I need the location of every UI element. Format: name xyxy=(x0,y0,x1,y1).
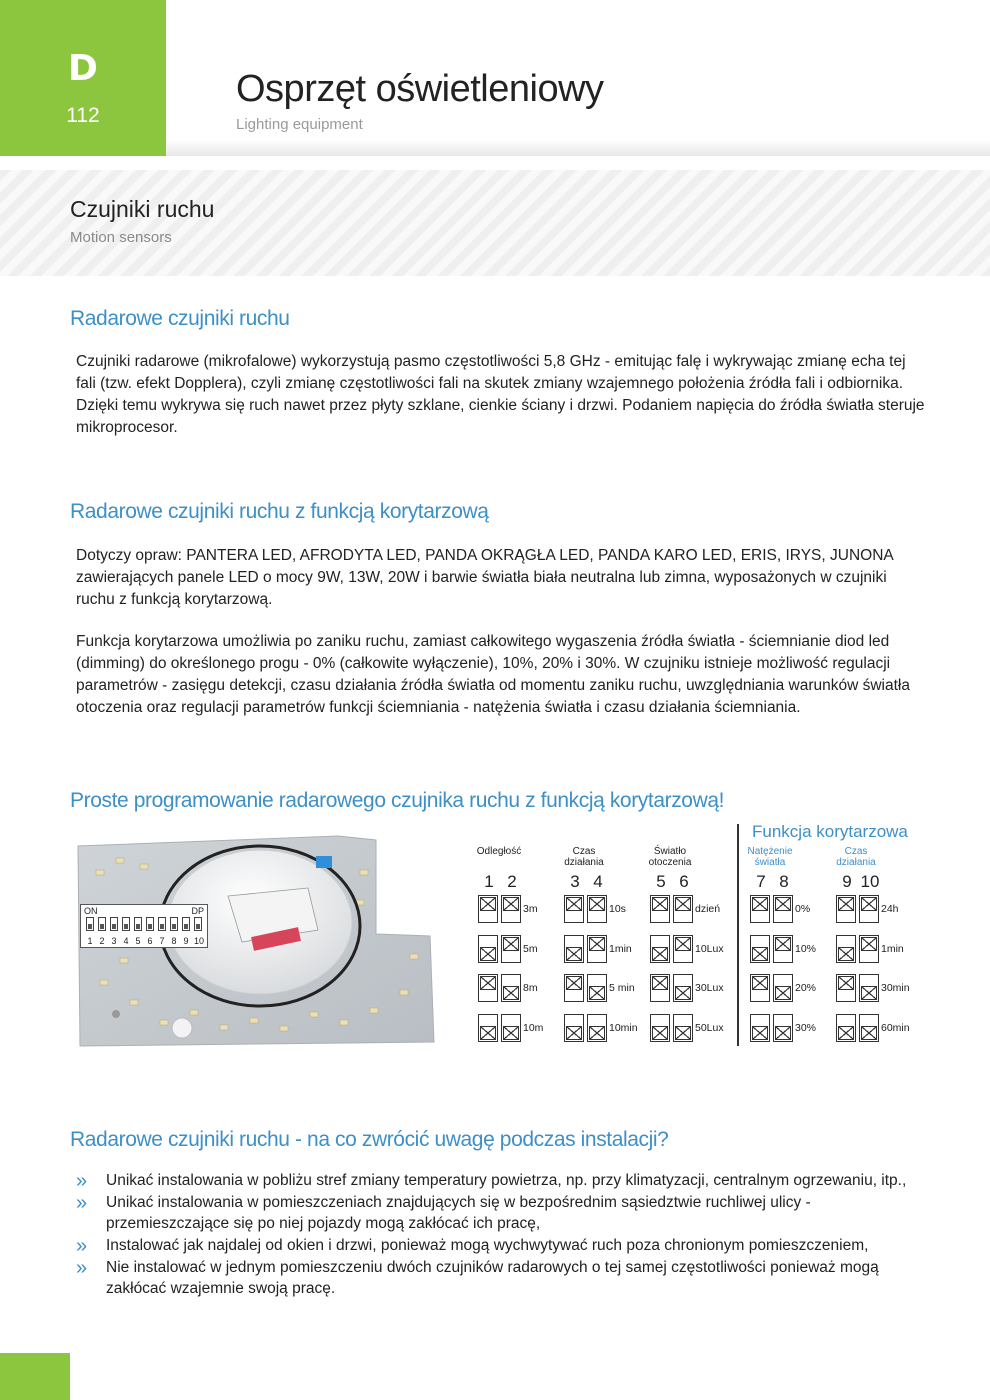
switch-number: 7 xyxy=(756,872,766,891)
chapter-tab xyxy=(0,0,166,156)
switch-position-diagram xyxy=(859,1014,879,1042)
switch-position-diagram xyxy=(564,1014,584,1042)
section-text-radar: Czujniki radarowe (mikrofalowe) wykorzystują pasmo częstotliwości 5,8 GHz - emitując falę i wykrywając zmianę echa tej fali (tzw. efekt Dopplera), czyli zmianę częstotliwości fali na skutek zmiany wzajemnego położenia źródła fali i odbiornika. Dzięki temu wykrywa się ruch nawet przez płyty szklane, cienkie ściany i drzwi. Podaniem napięcia do źródła światła steruje mikroprocesor. xyxy=(76,353,925,436)
section-text-corridor-1: Dotyczy opraw: PANTERA LED, AFRODYTA LED, PANDA OKRĄGŁA LED, PANDA KARO LED, ERIS, IRYS, JUNONA zawierających panele LED o mocy 9W, 13W, 20W i barwie światła biała neutralna lub zimna, wyposażonych w czujniki ruchu z funkcją korytarzową. xyxy=(76,547,893,608)
list-item-text: Unikać instalowania w pobliżu stref zmiany temperatury powietrza, np. przy klimatyzacji, centralnym ogrzewaniu, itp., xyxy=(106,1172,907,1189)
list-item xyxy=(76,1257,936,1299)
switch-position-diagram xyxy=(564,935,584,963)
list-item-text: Unikać instalowania w pomieszczeniach znajdujących się w bezpośrednim sąsiedztwie ruchliwej ulicy - przemieszczające się po niej pojazdy mogą zakłócać ich pracę, xyxy=(106,1194,811,1232)
setting-value: 10m xyxy=(523,1021,544,1034)
setting-value: 30% xyxy=(795,1021,817,1034)
list-item xyxy=(76,1192,936,1234)
section-heading-corridor: Radarowe czujniki ruchu z funkcją korytarzową xyxy=(70,500,489,523)
chapter-letter: D xyxy=(68,48,98,89)
corridor-function-title: Funkcja korytarzowa xyxy=(752,822,908,841)
switch-position-diagram xyxy=(650,1014,670,1042)
switch-position-diagram xyxy=(673,974,693,1002)
switch-position-diagram xyxy=(836,1014,856,1042)
setting-value: 1min xyxy=(609,942,632,955)
switch-number: 10 xyxy=(860,872,880,891)
category-band xyxy=(0,170,990,276)
switch-position-diagram xyxy=(750,974,770,1002)
dip-number: 3 xyxy=(111,936,117,946)
dip-number: 1 xyxy=(87,936,93,946)
switch-position-diagram xyxy=(501,1014,521,1042)
setting-value: 30Lux xyxy=(695,982,724,994)
switch-number: 8 xyxy=(779,872,789,891)
section-heading-radar: Radarowe czujniki ruchu xyxy=(70,307,290,330)
dip-number: 7 xyxy=(159,936,165,946)
setting-value: 1min xyxy=(881,942,904,955)
setting-value: 3m xyxy=(523,903,538,915)
switch-position-diagram xyxy=(750,935,770,963)
switch-position-diagram xyxy=(859,935,879,963)
switch-number: 9 xyxy=(842,872,852,891)
switch-position-diagram xyxy=(836,974,856,1002)
setting-value: 60min xyxy=(881,1021,910,1034)
dip-number: 8 xyxy=(171,936,177,946)
switch-position-diagram xyxy=(501,974,521,1002)
group-header: Odległość xyxy=(476,846,522,857)
dip-on-label: ON xyxy=(84,906,98,916)
setting-value: 8m xyxy=(523,982,538,994)
section-heading-installation: Radarowe czujniki ruchu - na co zwrócić uwagę podczas instalacji? xyxy=(70,1128,669,1151)
setting-value: 0% xyxy=(795,903,811,915)
switch-position-diagram xyxy=(587,935,607,963)
switch-position-diagram xyxy=(773,935,793,963)
switch-number: 1 xyxy=(484,872,494,891)
dip-switch xyxy=(170,917,178,931)
switch-number: 5 xyxy=(656,872,666,891)
grid-divider xyxy=(737,824,739,1046)
dip-number: 10 xyxy=(193,936,204,946)
switch-position-diagram xyxy=(750,1014,770,1042)
switch-position-diagram xyxy=(750,895,770,923)
switch-position-diagram xyxy=(478,1014,498,1042)
switch-position-diagram xyxy=(587,974,607,1002)
switch-position-diagram xyxy=(836,935,856,963)
switch-position-diagram xyxy=(478,935,498,963)
list-item-text: Nie instalować w jednym pomieszczeniu dwóch czujników radarowych o tej samej częstotliwości ponieważ mogą zakłócać wzajemnie swoją pracę. xyxy=(106,1259,879,1297)
switch-position-diagram xyxy=(564,895,584,923)
switch-number: 3 xyxy=(570,872,580,891)
list-item-text: Instalować jak najdalej od okien i drzwi, ponieważ mogą wychwytywać ruch poza chronionym pomieszczeniem, xyxy=(106,1237,869,1254)
setting-value: 5m xyxy=(523,942,538,955)
group-header: Natężenie światła xyxy=(747,846,793,868)
setting-value: 30min xyxy=(881,982,910,994)
switch-position-diagram xyxy=(859,895,879,923)
switch-position-diagram xyxy=(673,895,693,923)
section-heading-programming: Proste programowanie radarowego czujnika ruchu z funkcją korytarzową! xyxy=(70,789,725,812)
setting-value: 10% xyxy=(795,942,817,955)
dip-number: 5 xyxy=(135,936,141,946)
dip-dp-label: DP xyxy=(191,906,204,916)
footer-tab xyxy=(0,1353,70,1400)
switch-number: 4 xyxy=(593,872,603,891)
switch-position-diagram xyxy=(673,1014,693,1042)
bullet-icon: » xyxy=(76,1192,88,1214)
setting-value: 10min xyxy=(609,1021,638,1034)
setting-value: 24h xyxy=(881,903,899,915)
switch-position-diagram xyxy=(773,1014,793,1042)
switch-position-diagram xyxy=(673,935,693,963)
dip-switch xyxy=(134,917,142,931)
setting-value: 10s xyxy=(609,903,626,915)
list-item xyxy=(76,1170,936,1191)
category-subtitle: Motion sensors xyxy=(70,229,172,246)
switch-position-diagram xyxy=(836,895,856,923)
switch-position-diagram xyxy=(859,974,879,1002)
switch-position-diagram xyxy=(501,895,521,923)
header-divider xyxy=(166,140,990,156)
page-title: Osprzęt oświetleniowy xyxy=(236,68,604,110)
bullet-icon: » xyxy=(76,1257,88,1279)
setting-value: 50Lux xyxy=(695,1021,724,1034)
setting-value: 20% xyxy=(795,982,817,994)
switch-position-diagram xyxy=(773,895,793,923)
list-item xyxy=(76,1235,936,1256)
switch-position-diagram xyxy=(501,935,521,963)
switch-position-diagram xyxy=(587,895,607,923)
page-subtitle: Lighting equipment xyxy=(236,116,363,133)
dip-number: 9 xyxy=(183,936,189,946)
group-header: Czas działania xyxy=(836,846,876,868)
setting-value: 10Lux xyxy=(695,942,724,955)
installation-list xyxy=(76,1170,936,1300)
setting-value: dzień xyxy=(695,903,721,915)
switch-position-diagram xyxy=(773,974,793,1002)
switch-position-diagram xyxy=(478,974,498,1002)
dip-number: 2 xyxy=(99,936,105,946)
switch-position-diagram xyxy=(650,895,670,923)
group-header: Światło otoczenia xyxy=(648,846,692,868)
dip-switch xyxy=(182,917,190,931)
setting-value: 5 min xyxy=(609,982,635,994)
bullet-icon: » xyxy=(76,1235,88,1257)
switch-position-diagram xyxy=(650,935,670,963)
switch-position-diagram xyxy=(650,974,670,1002)
section-text-corridor-2: Funkcja korytarzowa umożliwia po zaniku ruchu, zamiast całkowitego wygaszenia źródła światła - ściemnianie diod led (dimming) do określonego progu - 0% (całkowite wyłączenie), 10%, 20% i 30%. W czujniku istnieje możliwość regulacji parametrów - zasięgu detekcji, czasu działania źródła światła od momentu zaniku ruchu, uwzględniania warunków światła otoczenia oraz regulacji parametrów funkcji ściemniania - natężenia światła i czasu działania ściemniania. xyxy=(76,633,910,716)
switch-number: 6 xyxy=(679,872,689,891)
dip-switch xyxy=(122,917,130,931)
page-number: 112 xyxy=(66,104,100,127)
category-title: Czujniki ruchu xyxy=(70,196,215,222)
dip-switch-block xyxy=(80,904,208,948)
dip-switch xyxy=(86,917,94,931)
group-header: Czas działania xyxy=(564,846,604,868)
dip-switch xyxy=(110,917,118,931)
switch-position-diagram xyxy=(564,974,584,1002)
switch-position-diagram xyxy=(478,895,498,923)
dip-switch xyxy=(98,917,106,931)
switch-position-diagram xyxy=(587,1014,607,1042)
dip-number: 6 xyxy=(147,936,153,946)
switch-number: 2 xyxy=(507,872,517,891)
dip-switch xyxy=(194,917,202,931)
dip-number: 4 xyxy=(123,936,129,946)
dip-switch xyxy=(158,917,166,931)
dip-switch xyxy=(146,917,154,931)
bullet-icon: » xyxy=(76,1170,88,1192)
